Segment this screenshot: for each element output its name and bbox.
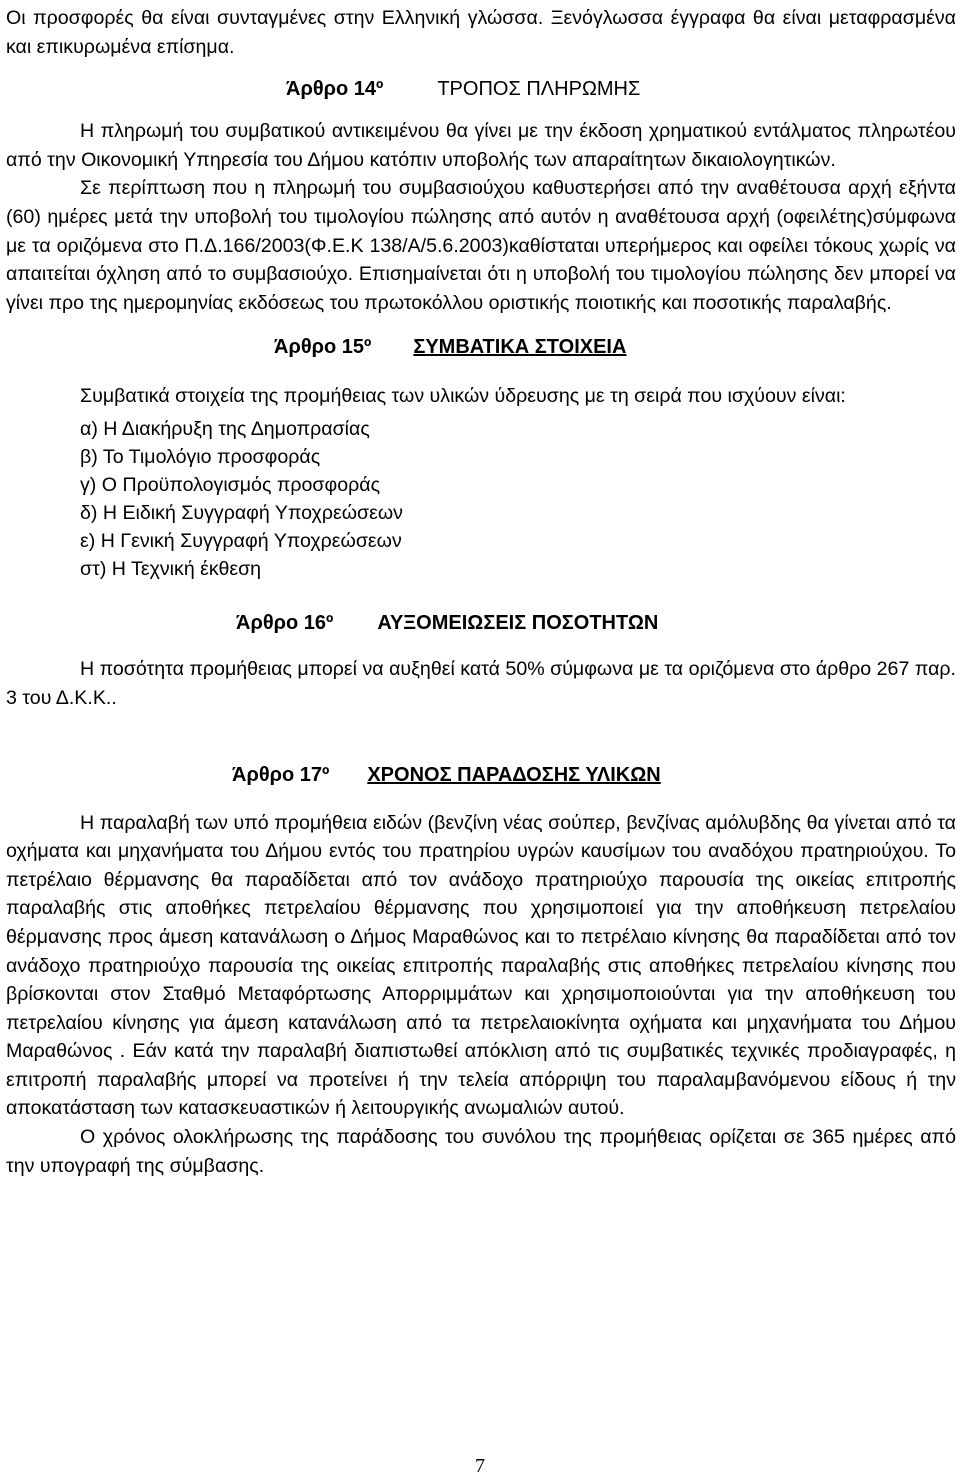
article-16-paragraph-1: Η ποσότητα προμήθειας μπορεί να αυξηθεί κατά 50% σύμφωνα με τα οριζόμενα στο άρθρο 267 παρ. 3 του Δ.Κ.Κ.. (6, 658, 956, 709)
article-16-number: Άρθρο 16º (236, 612, 334, 635)
article-16-heading (6, 609, 956, 637)
list-item: ε) Η Γενική Συγγραφή Υποχρεώσεων (80, 530, 402, 553)
article-14-paragraph-2: Σε περίπτωση που η πληρωμή του συμβασιούχου καθυστερήσει από την αναθέτουσα αρχή εξήντα (60) ημέρες μετά την υποβολή του τιμολογίου πώλησης από αυτόν η αναθέτουσα αρχή (οφειλέτης)σύμφωνα με τα οριζόμενα στο Π.Δ.166/2003(Φ.Ε.Κ 138/Α/5.6.2003)καθίσταται υπερήμερος και οφείλει τόκους χωρίς να απαιτείται όχληση από το συμβασιούχο. Επισημαίνεται ότι η υποβολή του τιμολογίου πώλησης δεν μπορεί να γίνει προ της ημερομηνίας εκδόσεως του πρωτοκόλλου οριστικής ποιοτικής και ποσοτικής παραλαβής. (6, 177, 956, 314)
document-body (6, 4, 956, 1180)
article-17-paragraph-1: Η παραλαβή των υπό προμήθεια ειδών (βενζίνη νέας σούπερ, βενζίνας αμόλυβδης θα γίνεται από τα οχήματα και μηχανήματα του Δήμου εντός του πρατηρίου υγρών καυσίμων του αναδόχου πρατηριούχου. Το πετρέλαιο θέρμανσης θα παραδίδεται από τον ανάδοχο πρατηριούχο παρουσία της οικείας επιτροπής παραλαβής στις αποθήκες πετρελαίου θέρμανσης που χρησιμοποιεί για την αποθήκευση πετρελαίου θέρμανσης προς άμεση κατανάλωση ο Δήμος Μαραθώνος και το πετρέλαιο κίνησης θα παραδίδεται από τον ανάδοχο πρατηριούχο παρουσία της οικείας επιτροπής παραλαβής στις αποθήκες πετρελαίου κίνησης που βρίσκονται στον Σταθμό Μεταφόρτωσης Απορριμμάτων και χρησιμοποιούνται για την αποθήκευση του πετρελαίου κίνησης για άμεση κατανάλωση από τα πετρελαιοκίνητα οχήματα και μηχανήματα του Δήμου Μαραθώνος . Εάν κατά την παραλαβή διαπιστωθεί απόκλιση από τις συμβατικές τεχνικές προδιαγραφές, η επιτροπή παραλαβής μπορεί να προτείνει ή την τελεία απόρριψη του παραλαμβανόμενου είδους ή την αποκατάσταση των κατασκευαστικών ή λειτουργικής ανωμαλιών αυτού. (6, 811, 956, 1120)
article-17-title: ΧΡΟΝΟΣ ΠΑΡΑΔΟΣΗΣ ΥΛΙΚΩΝ (367, 763, 661, 786)
list-item: στ) Η Τεχνική έκθεση (80, 558, 262, 581)
article-15-heading (6, 333, 956, 361)
contract-documents-list (6, 415, 956, 583)
list-item: γ) Ο Προϋπολογισμός προσφοράς (80, 474, 381, 497)
intro-paragraph: Οι προσφορές θα είναι συνταγμένες στην Ελληνική γλώσσα. Ξενόγλωσσα έγγραφα θα είναι μεταφρασμένα και επικυρωμένα επίσημα. (6, 7, 956, 58)
article-15-paragraph-1: Συμβατικά στοιχεία της προμήθειας των υλικών ύδρευσης με τη σειρά που ισχύουν είναι: (80, 385, 846, 408)
article-14-number: Άρθρο 14º (286, 78, 384, 101)
article-14-title: ΤΡΟΠΟΣ ΠΛΗΡΩΜΗΣ (437, 78, 641, 101)
list-item: β) Το Τιμολόγιο προσφοράς (80, 446, 321, 469)
page-number: 7 (475, 1455, 485, 1477)
article-17-paragraph-2: Ο χρόνος ολοκλήρωσης της παράδοσης του συνόλου της προμήθειας ορίζεται σε 365 ημέρες από την υπογραφή της σύμβασης. (6, 1126, 956, 1177)
list-item: δ) Η Ειδική Συγγραφή Υποχρεώσεων (80, 502, 403, 525)
article-17-heading (6, 761, 956, 789)
article-14-heading (6, 75, 956, 103)
article-14-paragraph-1: Η πληρωμή του συμβατικού αντικειμένου θα γίνει με την έκδοση χρηματικού εντάλματος πληρωτέου από την Οικονομική Υπηρεσία του Δήμου κατόπιν υποβολής των απαραίτητων δικαιολογητικών. (6, 120, 956, 171)
list-item: α) Η Διακήρυξη της Δημοπρασίας (80, 418, 370, 441)
article-17-number: Άρθρο 17º (232, 763, 330, 786)
article-15-title: ΣΥΜΒΑΤΙΚΑ ΣΤΟΙΧΕΙΑ (413, 336, 627, 359)
article-15-number: Άρθρο 15º (274, 336, 372, 359)
article-16-title: ΑΥΞΟΜΕΙΩΣΕΙΣ ΠΟΣΟΤΗΤΩΝ (377, 612, 659, 635)
